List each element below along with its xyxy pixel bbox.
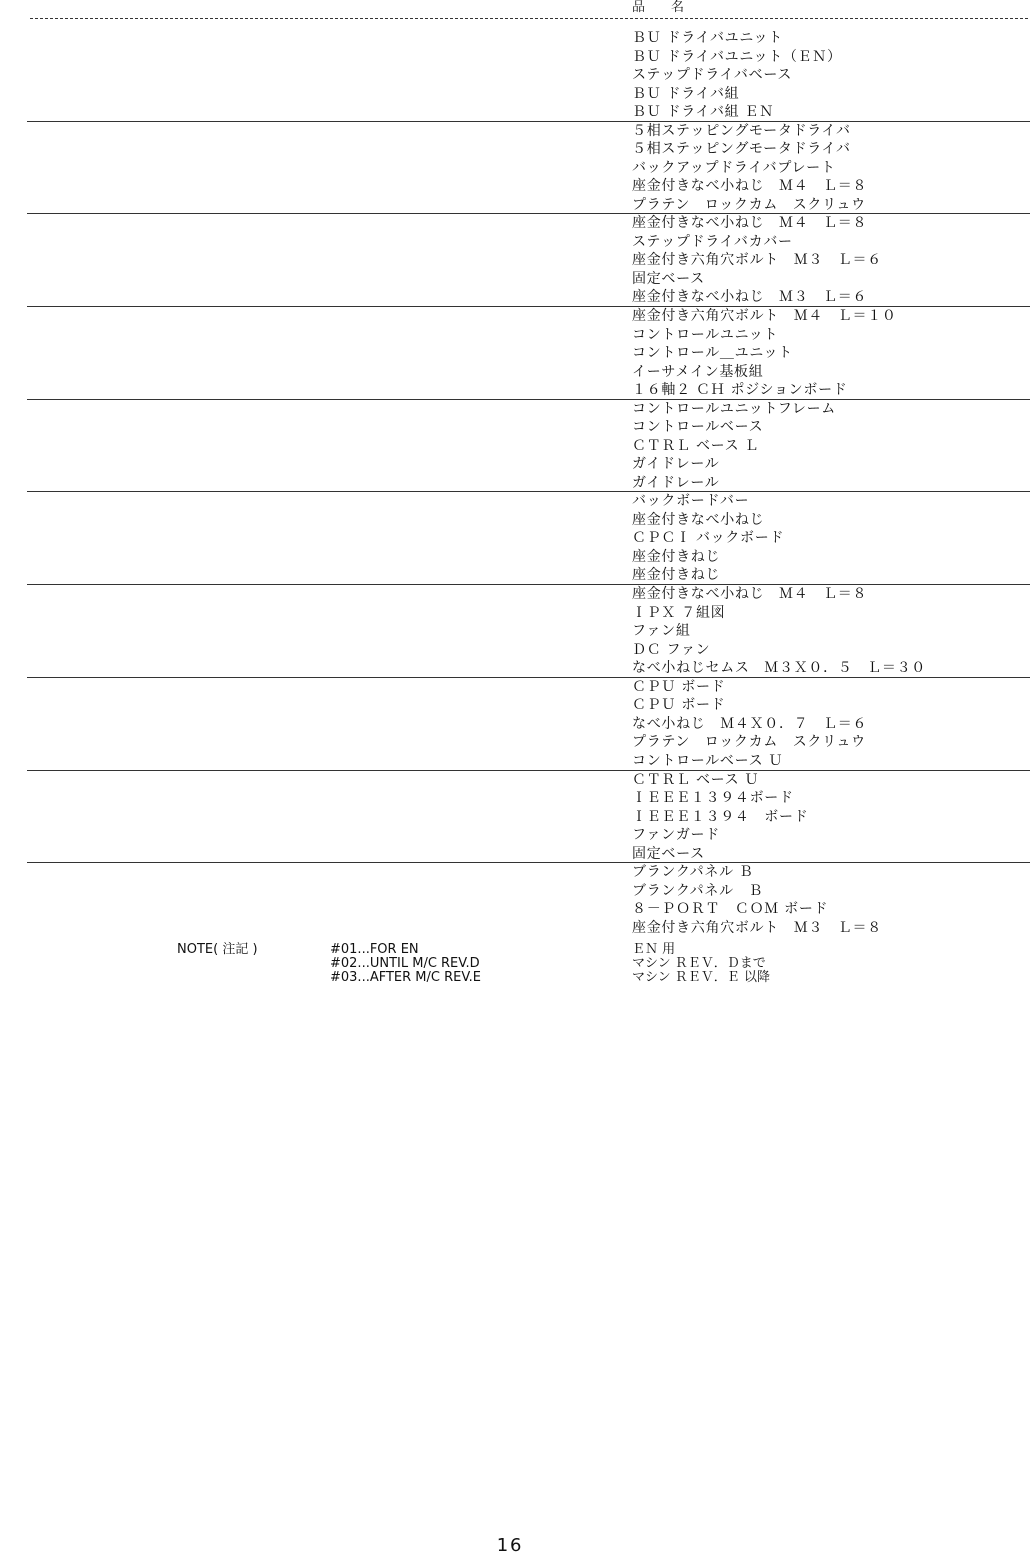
part-name: ＣＴＲＬ ベース Ｌ [632,437,760,454]
note-meaning: マシン ＲＥＶ．Ｄまで [632,956,766,971]
parts-group [27,307,1030,400]
part-name: ファンガード [632,827,720,843]
part-name: ＢＵ ドライバ組 ＥＮ [632,104,774,120]
part-name: バックアップドライバプレート [632,159,836,176]
part-name: 座金付きなべ小ねじ Ｍ４ Ｌ＝８ [632,215,868,232]
part-name: １６軸２ ＣＨ ポジションボード [632,382,848,399]
part-name: 固定ベース [632,845,705,862]
part-name: 座金付きねじ [632,548,721,565]
column-header-part-name: 品 名 [632,0,691,15]
note-code: #03...AFTER M/C REV.E [330,970,481,985]
note-code: #02...UNTIL M/C REV.D [330,956,480,971]
part-name: ８－ＰＯＲＴ ＣＯＭ ボード [632,901,829,918]
part-name: ５相ステッピングモータドライバ [632,141,851,158]
part-name: ５相ステッピングモータドライバ [632,122,851,139]
part-name: 座金付きなべ小ねじ Ｍ３ Ｌ＝６ [632,289,868,306]
part-name: ＣＰＵ ボード [632,697,726,714]
part-name: ファン組 [632,623,691,640]
parts-group [27,492,1030,585]
part-name: 座金付きなべ小ねじ Ｍ４ Ｌ＝８ [632,178,868,195]
part-name: ステップドライバベース [632,67,793,83]
part-name: ブランクパネル Ｂ [632,882,764,899]
part-name: コントロールユニット [632,326,779,343]
part-name: ＢＵ ドライバユニット（ＥＮ） [632,48,842,65]
note-meaning: マシン ＲＥＶ．Ｅ 以降 [632,970,770,985]
part-name: ガイドレール [632,474,720,491]
part-name: ＢＵ ドライバユニット [632,30,783,46]
page-number: 16 [496,1535,524,1556]
parts-group [27,400,1030,493]
part-name: なべ小ねじセムス Ｍ３Ｘ０．５ Ｌ＝３０ [632,660,926,677]
part-name: コントロールユニットフレーム [632,400,836,417]
part-name: ＩＥＥＥ１３９４ ボード [632,808,809,825]
part-name: ＩＰＸ ７組図 [632,604,726,621]
note-label: NOTE( 注記 ) [177,942,258,957]
part-name: ブランクパネル Ｂ [632,864,754,881]
note-meanings [632,943,770,985]
part-name: ＣＴＲＬ ベース Ｕ [632,771,760,788]
part-name: ＣＰＵ ボード [632,678,726,695]
part-name: ＣＰＣＩ バックボード [632,530,785,547]
parts-group [27,678,1030,771]
part-name: 座金付きねじ [632,567,721,584]
part-name: コントロール＿ユニット [632,345,793,362]
note-codes [330,943,481,985]
part-name: バックボードバー [632,493,750,510]
part-name: イーサメイン基板組 [632,363,764,380]
part-name: 座金付き六角穴ボルト Ｍ３ Ｌ＝６ [632,252,882,269]
part-name: ガイドレール [632,456,720,473]
parts-list [0,29,1030,943]
part-name: 座金付きなべ小ねじ Ｍ４ Ｌ＝８ [632,586,868,603]
parts-group [27,585,1030,678]
part-name: ＢＵ ドライバ組 [632,85,740,102]
part-name: 座金付き六角穴ボルト Ｍ４ Ｌ＝１０ [632,308,897,325]
part-name: 座金付き六角穴ボルト Ｍ３ Ｌ＝８ [632,919,882,936]
part-name: ＩＥＥＥ１３９４ボード [632,790,794,806]
part-name: コントロールベース [632,419,764,436]
header-divider [30,18,1028,19]
part-name: プラテン ロックカム スクリュウ [632,734,866,751]
part-name: ステップドライバカバー [632,233,793,250]
parts-group [0,863,1030,943]
part-name: ＤＣ ファン [632,641,711,658]
parts-group [27,29,1030,122]
part-name: プラテン ロックカム スクリュウ [632,196,866,213]
note-code: #01...FOR EN [330,942,419,957]
parts-group [27,214,1030,307]
part-name: 固定ベース [632,270,705,287]
parts-group [27,122,1030,215]
part-name: 座金付きなべ小ねじ [632,511,765,528]
note-meaning: ＥＮ 用 [632,942,676,957]
part-name: なべ小ねじ Ｍ４Ｘ０．７ Ｌ＝６ [632,715,868,732]
parts-group [27,771,1030,864]
part-name: コントロールベース Ｕ [632,752,784,769]
